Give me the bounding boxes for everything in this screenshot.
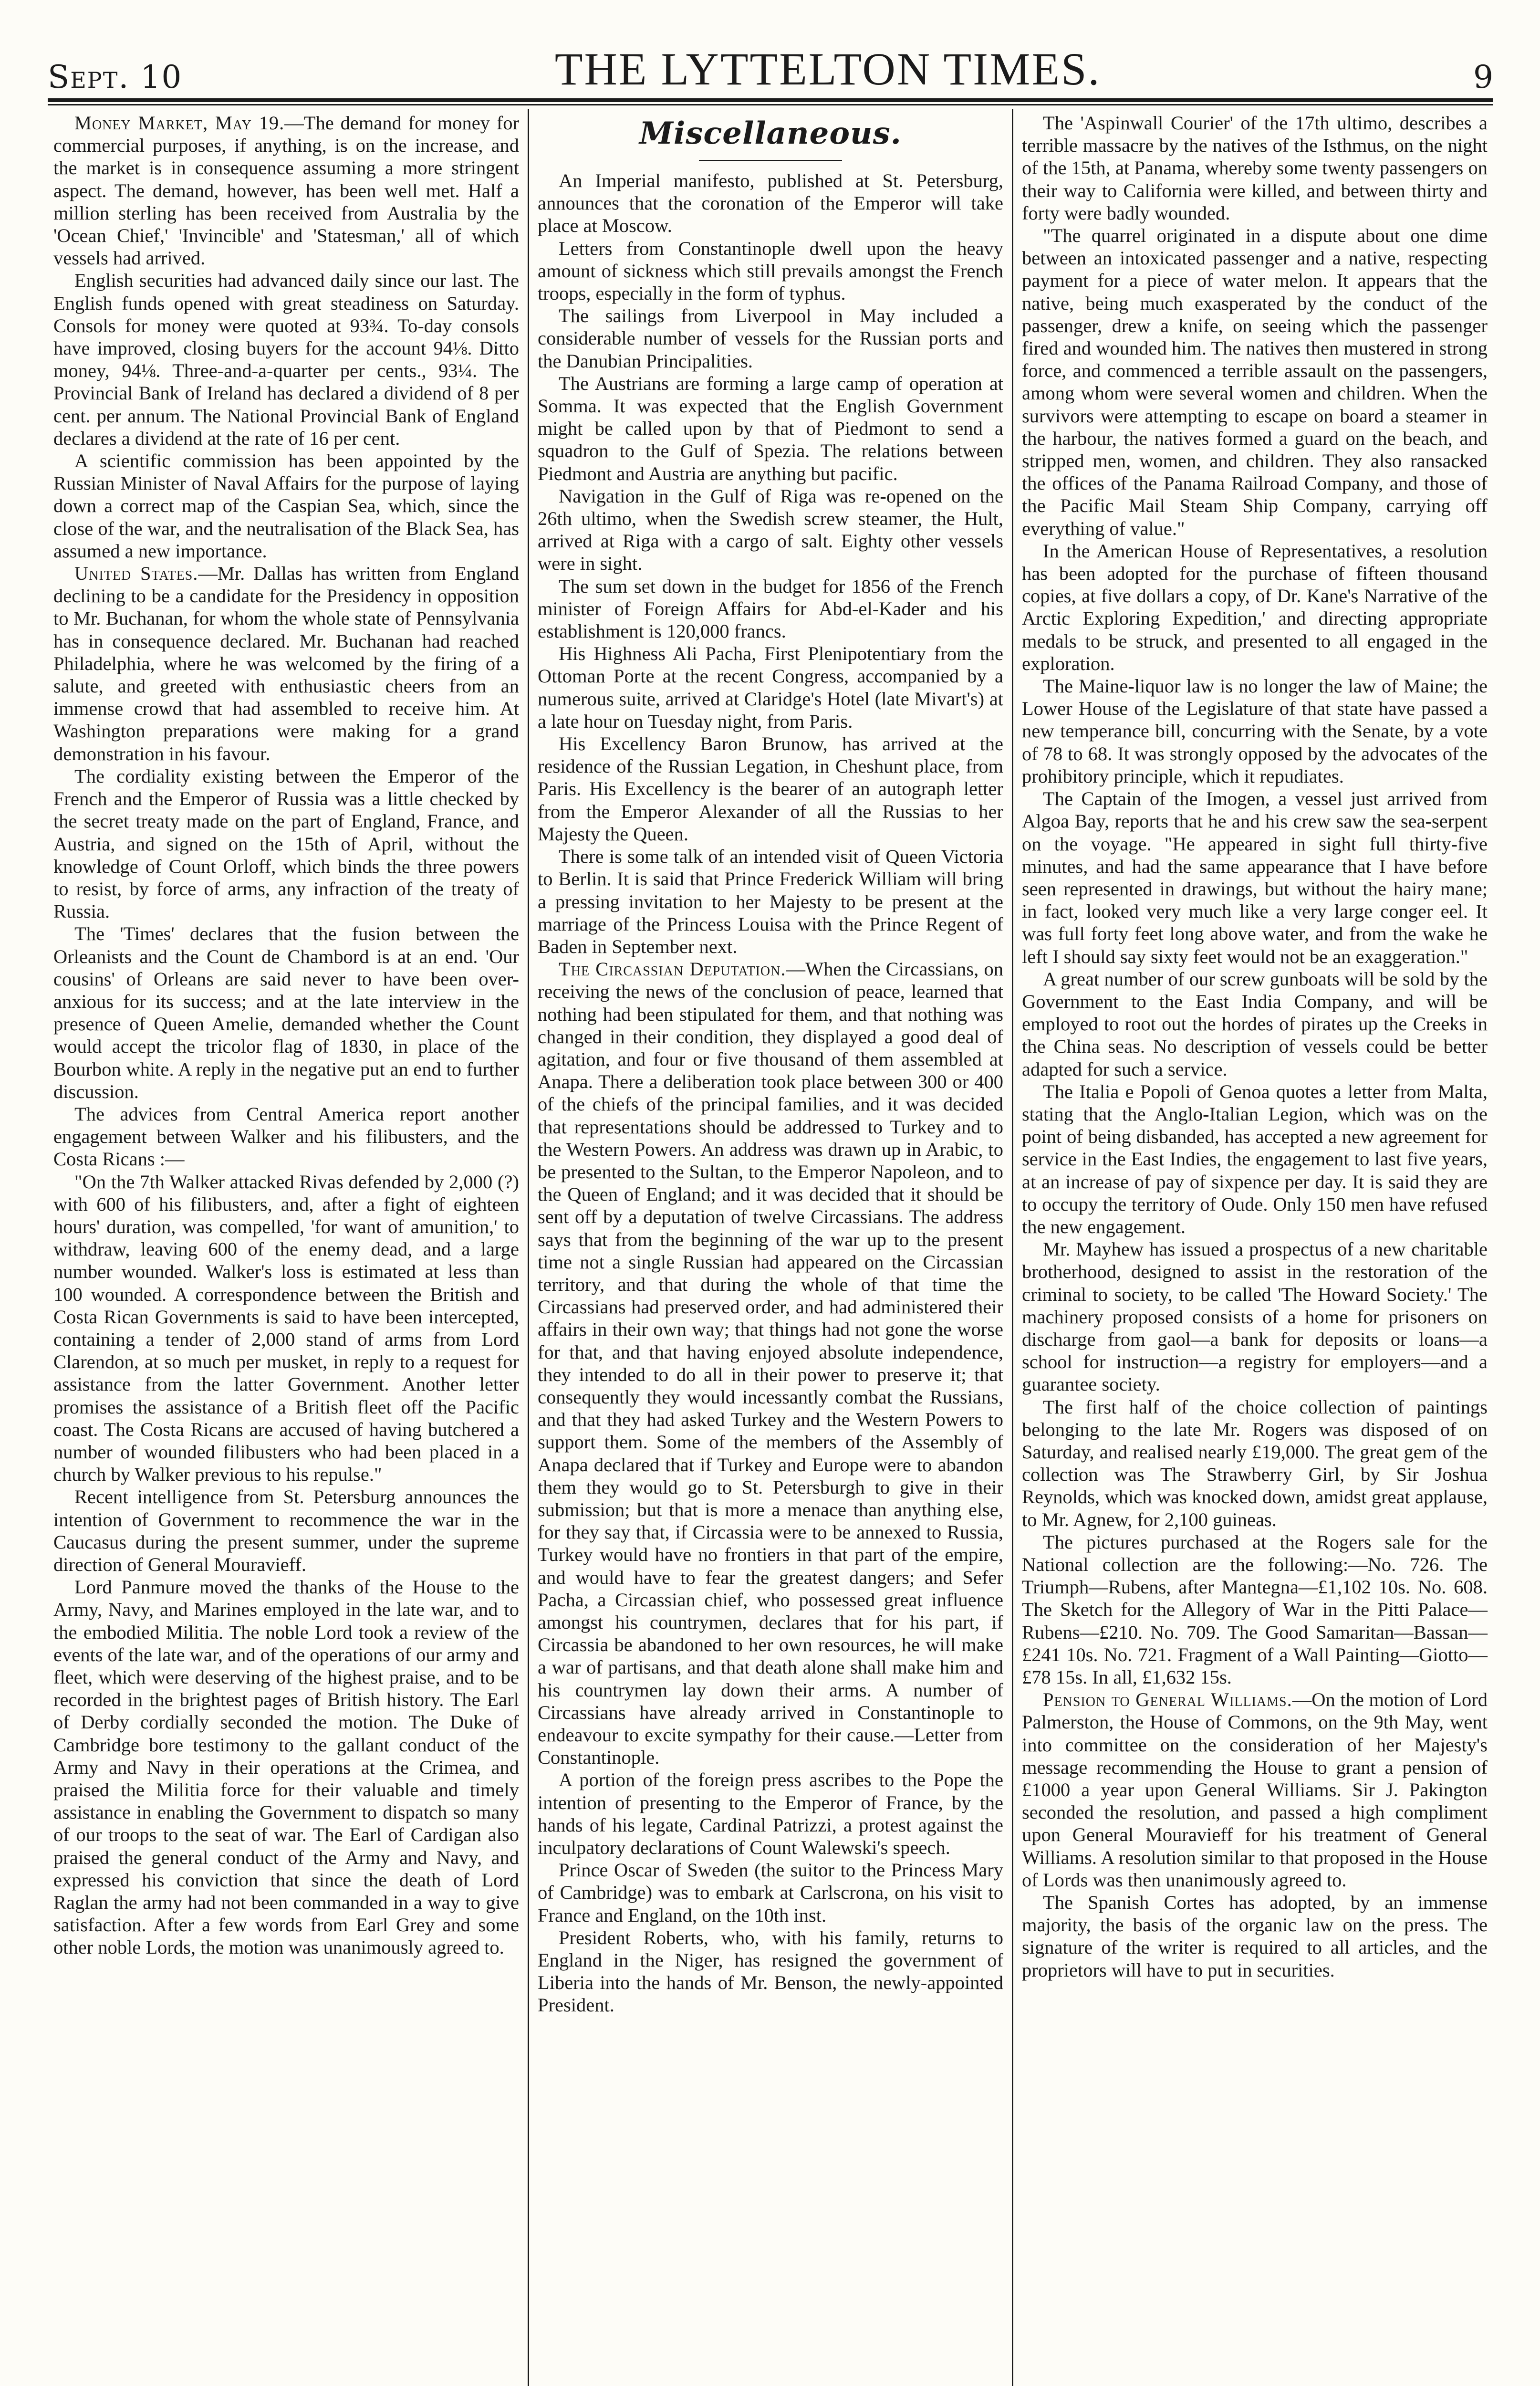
article-aspinwall-courier: The 'Aspinwall Courier' of the 17th ultimo, describes a terrible massacre by the natives of the Isthmus, on the night of the 15th, at Panama, whereby some twenty passengers on their way to California were killed, and between thirty and forty were badly wounded. (1022, 112, 1488, 224)
article-liverpool-sailings: The sailings from Liverpool in May included a considerable number of vessels for the Russian ports and the Danubian Principalities. (538, 305, 1003, 372)
article-imperial-manifesto: An Imperial manifesto, published at St. Petersburg, announces that the coronation of the Emperor will take place at Moscow. (538, 170, 1003, 237)
column-divider (528, 109, 529, 2386)
article-ali-pacha: His Highness Ali Pacha, First Plenipotentiary from the Ottoman Porte at the recent Congress, accompanied by a numerous suite, arrived at Claridge's Hotel (late Mivart's) at a late hour on Tuesday night, from Paris. (538, 643, 1003, 732)
article-sea-serpent: The Captain of the Imogen, a vessel just arrived from Algoa Bay, reports that he and his crew saw the sea-serpent on the voyage. "He appeared in sight full thirty-five minutes, and had the same appearance that I have before seen represented in drawings, but without the hairy mane; in fact, looked very much like a very large conger eel. It was full forty feet long above water, and from the wake he left I should say sixty feet would not be an exaggeration." (1022, 788, 1488, 967)
article-howard-society: Mr. Mayhew has issued a prospectus of a new charitable brotherhood, designed to assist in the restoration of the criminal to society, to be called 'The Howard Society.' The machinery proposed consists of a home for prisoners on discharge from gaol—a bank for deposits or loans—a school for instruction—a registry for employers—and a guarantee society. (1022, 1238, 1488, 1395)
article-maine-liquor-law: The Maine-liquor law is no longer the law of Maine; the Lower House of the Legislature of that state have passed a new temperance bill, concurring with the Senate, by a vote of 78 to 68. It was strongly opposed by the advocates of the prohibitory principle, which it repudiates. (1022, 675, 1488, 787)
article-president-roberts: President Roberts, who, with his family, returns to England in the Niger, has resigned the government of Liberia into the hands of Mr. Benson, the newly-appointed President. (538, 1926, 1003, 2016)
article-money-market: Money Market, May 19.—The demand for money for commercial purposes, if anything, is on the increase, and the market is in consequence assuming a more stringent aspect. The demand, however, has been well met. Half a million sterling has been received from Australia by the 'Ocean Chief,' 'Invincible' and 'Statesman,' all of which vessels had arrived. (53, 112, 519, 269)
article-panama-quote: "The quarrel originated in a dispute about one dime between an intoxicated passenger and a native, respecting payment for a piece of water melon. It appears that the native, being much exasperated by the conduct of the passenger, drew a knife, on seeing which the passenger fired and wounded him. The natives then mustered in strong force, and commenced a terrible assault on the passengers, among whom were several women and children. When the survivors were attempting to escape on board a steamer in the harbour, the natives formed a guard on the beach, and stripped men, women, and children. They also ransacked the offices of the Panama Railroad Company, and those of the Pacific Mail Steam Ship Company, carrying off everything of value." (1022, 225, 1488, 539)
article-english-securities: English securities had advanced daily since our last. The English funds opened with great steadiness on Saturday. Consols for money were quoted at 93¾. To-day consols have improved, closing buyers for the account 94⅛. Ditto money, 94⅛. Three-and-a-quarter per cents., 93¼. The Provincial Bank of Ireland has declared a dividend of 8 per cent. per annum. The National Provincial Bank of England declares a dividend at the rate of 16 per cent. (53, 270, 519, 449)
article-caspian-commission: A scientific commission has been appointed by the Russian Minister of Naval Affairs for the purpose of laying down a correct map of the Caspian Sea, which, since the close of the war, and the neutralisation of the Black Sea, has assumed a new importance. (53, 450, 519, 562)
article-house-of-representatives: In the American House of Representatives, a resolution has been adopted for the purchase of fifteen thousand copies, at five dollars a copy, of Dr. Kane's Narrative of the Arctic Exploring Expedition,' and directing appropriate medals to be struck, and presented to all engaged in the exploration. (1022, 540, 1488, 674)
article-walker-quote: "On the 7th Walker attacked Rivas defended by 2,000 (?) with 600 of his filibusters, and, after a fight of eighteen hours' duration, was compelled, 'for want of amunition,' to withdraw, leaving 600 of the enemy dead, and a large number wounded. Walker's loss is estimated at less than 100 wounded. A correspondence between the British and Costa Rican Governments is said to have been intercepted, containing a tender of 2,000 stand of arms from Lord Clarendon, at so much per musket, in reply to a request for assistance from the latter Government. Another letter promises the assistance of a British fleet off the Pacific coast. The Costa Ricans are accused of having butchered a number of wounded filibusters who had been placed in a church by Walker previous to his repulse." (53, 1171, 519, 1486)
article-constantinople-letters: Letters from Constantinople dwell upon the heavy amount of sickness which still prevails amongst the French troops, especially in the form of typhus. (538, 237, 1003, 304)
article-prince-oscar: Prince Oscar of Sweden (the suitor to the Princess Mary of Cambridge) was to embark at Carlscrona, on his visit to France and England, on the 10th inst. (538, 1859, 1003, 1926)
article-spanish-cortes: The Spanish Cortes has adopted, by an immense majority, the basis of the organic law on the press. The signature of the writer is required to all articles, and the proprietors will have to put in securities. (1022, 1892, 1488, 1981)
article-abd-el-kader: The sum set down in the budget for 1856 of the French minister of Foreign Affairs for Abd-el-Kader and his establishment is 120,000 francs. (538, 575, 1003, 642)
article-national-collection: The pictures purchased at the Rogers sale for the National collection are the following:—No. 726. The Triumph—Rubens, after Mantegna—£1,102 10s. No. 608. The Sketch for the Allegory of War in the Pitti Palace—Rubens—£210. No. 709. The Good Samaritan—Bassan—£241 10s. No. 721. Fragment of a Wall Painting—Giotto—£78 15s. In all, £1,632 15s. (1022, 1531, 1488, 1688)
article-orleanists-fusion: The 'Times' declares that the fusion between the Orleanists and the Count de Chambord is at an end. 'Our cousins' of Orleans are said never to have been over-anxious for its success; and at the late interview in the presence of Queen Amelie, demanded whether the Count would accept the tricolor flag of 1830, in place of the Bourbon white. A reply in the negative put an end to further discussion. (53, 923, 519, 1102)
section-title-miscellaneous: Miscellaneous. (639, 115, 902, 151)
article-united-states: United States.—Mr. Dallas has written from England declining to be a candidate for the Presidency in opposition to Mr. Buchanan, for whom the whole state of Pennsylvania has in consequence declared. Mr. Buchanan had reached Philadelphia, where he was welcomed by the firing of a salute, and greeted with enthusiastic cheers from an immense crowd that had assembled to receive him. At Washington preparations were making for a grand demonstration in his favour. (53, 563, 519, 764)
article-columns (48, 109, 1493, 2386)
section-rule (699, 160, 842, 161)
column-1 (48, 109, 525, 2386)
article-lord-panmure: Lord Panmure moved the thanks of the House to the Army, Navy, and Marines employed in the late war, and to the embodied Militia. The noble Lord took a review of the events of the late war, and of the operations of our army and fleet, which were deserving of the highest praise, and to be recorded in the brightest pages of British history. The Earl of Derby cordially seconded the motion. The Duke of Cambridge bore testimony to the gallant conduct of the Army and Navy in their operations at the Crimea, and praised the Militia force for their valuable and timely assistance in enabling the Government to dispatch so many of our troops to the seat of war. The Earl of Cardigan also praised the general conduct of the Army and Navy, and expressed his conviction that since the death of Lord Raglan the army had not been commanded in a way to give satisfaction. After a few words from Earl Grey and some other noble Lords, the motion was unanimously agreed to. (53, 1576, 519, 1958)
article-central-america: The advices from Central America report another engagement between Walker and his filibusters, and the Costa Ricans :— (53, 1103, 519, 1170)
article-pension-general-williams: Pension to General Williams.—On the motion of Lord Palmerston, the House of Commons, on the 9th May, went into committee on the consideration of her Majesty's message recommending the House to grant a pension of £1000 a year upon General Williams. Sir J. Pakington seconded the resolution, and passed a high compliment upon General Mouravieff for his treatment of General Williams. A resolution similar to that proposed in the House of Lords was then unanimously agreed to. (1022, 1689, 1488, 1891)
issue-date: Sept. 10 (48, 59, 183, 95)
column-divider (1012, 109, 1013, 2386)
article-rogers-collection: The first half of the choice collection of paintings belonging to the late Mr. Rogers was disposed of on Saturday, and realised nearly £19,000. The great gem of the collection was The Strawberry Girl, by Sir Joshua Reynolds, which was knocked down, amidst great applause, to Mr. Agnew, for 2,100 guineas. (1022, 1396, 1488, 1530)
newspaper-title: THE LYTTELTON TIMES. (554, 43, 1101, 94)
article-screw-gunboats: A great number of our screw gunboats will be sold by the Government to the East India Company, and will be employed to root out the hordes of pirates up the Creeks in the China seas. No description of vessels could be better adapted for such a service. (1022, 968, 1488, 1080)
article-pope-protest: A portion of the foreign press ascribes to the Pope the intention of presenting to the Emperor of France, by the hands of his legate, Cardinal Patrizzi, a protest against the inculpatory declarations of Count Walewski's speech. (538, 1769, 1003, 1859)
article-gulf-of-riga: Navigation in the Gulf of Riga was re-opened on the 26th ultimo, when the Swedish screw steamer, the Hult, arrived at Riga with a cargo of salt. Eighty other vessels were in sight. (538, 485, 1003, 575)
column-2 (532, 109, 1009, 2386)
article-anglo-italian-legion: The Italia e Popoli of Genoa quotes a letter from Malta, stating that the Anglo-Italian Legion, which was on the point of being disbanded, has accepted a new agreement for service in the East Indies, the engagement to last five years, at an increase of pay of sixpence per day. It is said they are to occupy the territory of Oude. Only 150 men have refused the new engagement. (1022, 1080, 1488, 1237)
page-number: 9 (1473, 59, 1493, 95)
article-austrian-camp: The Austrians are forming a large camp of operation at Somma. It was expected that the English Government might be called upon by that of Piedmont to send a squadron to the Gulf of Spezia. The relations between Piedmont and Austria are anything but pacific. (538, 372, 1003, 484)
masthead-rule (48, 98, 1493, 102)
column-3 (1016, 109, 1493, 2386)
article-baron-brunow: His Excellency Baron Brunow, has arrived at the residence of the Russian Legation, in Cheshunt place, from Paris. His Excellency is the bearer of an autograph letter from the Emperor Alexander of all the Russias to her Majesty the Queen. (538, 733, 1003, 845)
article-emperors-cordiality: The cordiality existing between the Emperor of the French and the Emperor of Russia was a little checked by the secret treaty made on the part of England, France, and Austria, and signed on the 15th of April, without the knowledge of Count Orloff, which binds the three powers to resist, by force of arms, any infraction of the treaty of Russia. (53, 765, 519, 922)
masthead (48, 33, 1493, 95)
masthead-rule-thin (48, 104, 1493, 105)
article-queen-victoria-berlin: There is some talk of an intended visit of Queen Victoria to Berlin. It is said that Prince Frederick William will bring a pressing invitation to her Majesty to be present at the marriage of the Princess Louisa with the Prince Regent of Baden in September next. (538, 846, 1003, 957)
article-circassian-deputation: The Circassian Deputation.—When the Circassians, on receiving the news of the conclusion of peace, learned that nothing had been stipulated for them, and that nothing was changed in their condition, they displayed a good deal of agitation, and four or five thousand of them assembled at Anapa. There a deliberation took place between 300 or 400 of the chiefs of the principal families, and it was decided that representations should be addressed to Turkey and to the Western Powers. An address was drawn up in Arabic, to be presented to the Sultan, to the Emperor Napoleon, and to the Queen of England; and it was decided that it should be sent off by a deputation of twelve Circassians. The address says that from the beginning of the war up to the present time not a single Russian had appeared on the Circassian territory, and that during the whole of that time the Circassians had preserved order, and had administered their affairs in their own way; that things had not gone the worse for that, and that having enjoyed absolute independence, they intended to do all in their power to preserve it; that consequently they would incessantly combat the Russians, and that they had asked Turkey and the Western Powers to support them. Some of the members of the Assembly of Anapa declared that if Turkey and Europe were to abandon them they would go to St. Petersburgh to give in their submission; but that is more a menace than anything else, for they say that, if Circassia were to be annexed to Russia, Turkey would have no frontiers in that part of the empire, and would have to fear the greatest dangers; and Sefer Pacha, a Circassian chief, who possessed great influence amongst his countrymen, declares that for his part, if Circassia be abandoned to her own resources, he will make a war of partisans, and that death alone shall make him and his countrymen lay down their arms. A number of Circassians have already arrived in Constantinople to endeavour to excite sympathy for their cause.—Letter from Constantinople. (538, 958, 1004, 1769)
article-caucasus-war: Recent intelligence from St. Petersburg announces the intention of Government to recommence the war in the Caucasus during the present summer, under the supreme direction of General Mouravieff. (53, 1486, 519, 1575)
